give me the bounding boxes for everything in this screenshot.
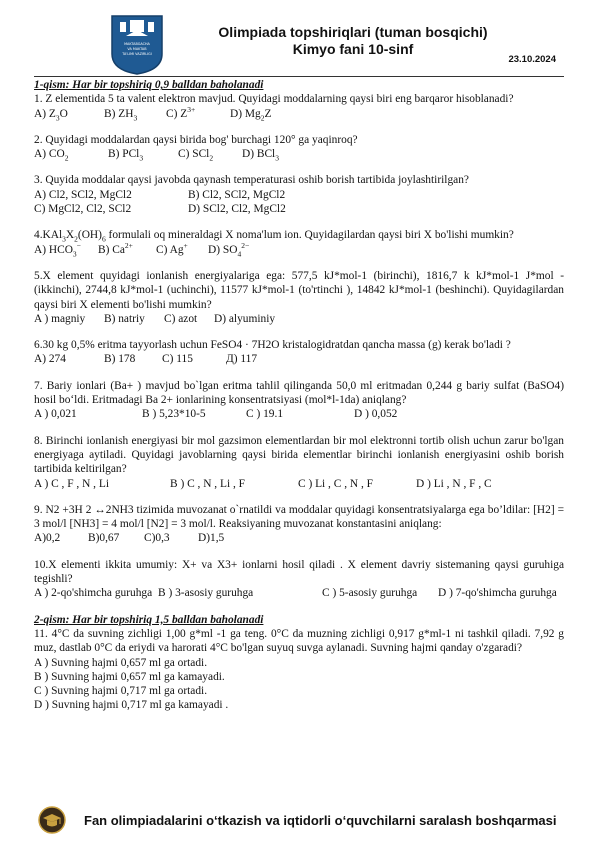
option-c[interactable]: C ) 5-asosiy guruhga: [322, 587, 418, 600]
option-c[interactable]: C ) Suvning hajmi 0,717 ml ga ortadi.: [34, 685, 208, 698]
question-text: 5.X element quyidagi ionlanish energiyalariga ega: 577,5 kJ*mol-1 (birinchi), 1816,7 k kJ*mol-1 J*mol - (ikkinchi), 2744,8 kJ*mol-1 (uchinchi), 11577 kJ*mol-1 (to'rtinchi ), 14842 kJ*mol-1 (beshinchi). Quyidagilardan qaysi biri X elementi bo'lishi mumkin?: [34, 269, 564, 311]
option-d[interactable]: D) BCl$_3$: [242, 148, 279, 163]
option-a[interactable]: A) $Z_3O$: [34, 107, 68, 122]
option-b[interactable]: B) $ZH_3$: [104, 107, 138, 122]
answer-options: [34, 586, 564, 600]
footer-text: Fan olimpiadalarini o‘tkazish va iqtidorli o‘quvchilarni saralash boshqarmasi: [84, 812, 557, 828]
page-subtitle: Kimyo fani 10-sinf: [292, 41, 414, 57]
question-text: 1. Z elementida 5 ta valent elektron mavjud. Quyidagi moddalarning qaysi biri eng barqaror hisoblanadi?: [34, 93, 514, 106]
option-d[interactable]: D)1,5: [198, 532, 225, 545]
option-d[interactable]: D ) Suvning hajmi 0,717 ml ga kamayadi .: [34, 699, 229, 712]
answer-options: [34, 104, 564, 122]
question-text: $4.KAl_3X_2(OH)_6$ formulali oq mineraldagi X noma'lum ion. Quyidagilardan qaysi biri X bo'lishi mumkin?: [34, 229, 514, 244]
answer-options: [34, 407, 564, 421]
question-text: 7. Bariy ionlari (Ba+ ) mavjud bo`lgan eritma tahlil qilinganda 50,0 ml eritmadan 0,244 g bariy sulfat (BaSO4) hosil bo‘ldi. Eritmadagi Ba 2+ ionlarining konsentratsiyasi (mol*l-1da) aniqlang?: [34, 379, 564, 407]
question-text: 6.30 kg 0,5% eritma tayyorlash uchun FeSO4 · 7H2O kristalogidratdan qancha massa (g) kerak bo'ladi ?: [34, 339, 511, 352]
option-b[interactable]: B ) 5,23*10-5: [142, 408, 206, 421]
option-b[interactable]: B ) 3-asosiy guruhga: [158, 587, 254, 600]
option-b[interactable]: B) Cl2, SCl2, MgCl2: [188, 188, 286, 201]
option-b[interactable]: B) 178: [104, 353, 136, 366]
option-b[interactable]: B) natriy: [104, 312, 145, 325]
option-b[interactable]: B ) C , N , Li , F: [170, 477, 245, 490]
option-c[interactable]: C ) 19.1: [246, 408, 284, 421]
svg-text:MAKTABGACHA: MAKTABGACHA: [124, 42, 150, 46]
question-4: [34, 228, 564, 257]
answer-options: [34, 147, 564, 161]
option-d[interactable]: D) SCl2, Cl2, MgCl2: [188, 203, 286, 216]
answer-options: [34, 312, 564, 326]
question-text: 8. Birinchi ionlanish energiyasi bir mol gazsimon elementlardan bir mol elektronni tortib olish uchun zarur bo'lgan energiyaga aytiladi. Quyidagi javoblarning qaysi birida elementlar birinchi ionlanish energiyasini oshib borish tartibida keltirilgan?: [34, 434, 564, 476]
option-c[interactable]: C) 115: [162, 353, 193, 366]
option-d[interactable]: D) alyuminiy: [214, 312, 276, 325]
option-b[interactable]: B)0,67: [88, 532, 120, 545]
header-divider: [34, 76, 564, 77]
question-9: [34, 503, 564, 546]
option-a[interactable]: A) 274: [34, 353, 66, 366]
option-d[interactable]: D) $Mg_2Z$: [230, 107, 272, 122]
question-sheet: [34, 78, 564, 713]
question-5: [34, 269, 564, 326]
exam-date: 23.10.2024: [508, 54, 556, 65]
option-b[interactable]: B) $Ca^{2+}$: [98, 240, 133, 256]
question-11: [34, 627, 564, 713]
question-text: 11. 4°C da suvning zichligi 1,00 g*ml -1 ga teng. 0°C da muzning zichligi 0,917 g*ml-1 ni tashkil qiladi. 7,92 g muz, dastlab 0°C da eriydi va harorati 4°C bo'lgan suyuq suvga aylanadi. Suvning hajmi qanday o'zgaradi?: [34, 627, 564, 655]
option-d[interactable]: Д) 117: [226, 353, 258, 366]
option-c[interactable]: C) azot: [164, 312, 198, 325]
question-3: [34, 173, 564, 216]
question-1: [34, 92, 564, 121]
question-text: 3. Quyida moddalar qaysi javobda qaynash temperaturasi oshib borish tartibida joylashtirilgan?: [34, 174, 469, 187]
answer-options: [34, 240, 564, 258]
option-a[interactable]: A ) C , F , N , Li: [34, 477, 109, 490]
question-text: 9. N2 +3H 2 ↔2NH3 tizimida muvozanat o`rnatildi va moddalar quyidagi konsentratsiyalarga ega bo’ldilar: [H2] = 3 mol/l [NH3] = 4 mol/l [N2] = 3 mol/l. Reaksiyaning muvozanat konstantasini aniqlang:: [34, 503, 564, 531]
option-d[interactable]: D) $SO_4^{2-}$: [208, 240, 250, 258]
option-d[interactable]: D ) 0,052: [354, 408, 398, 421]
option-c[interactable]: C) MgCl2, Cl2, SCl2: [34, 203, 132, 216]
question-7: [34, 379, 564, 422]
answer-options: [34, 202, 564, 216]
option-a[interactable]: A ) 2-qo'shimcha guruhga: [34, 587, 153, 600]
graduation-cap-logo: [38, 806, 66, 834]
section-1-title: 1-qism: Har bir topshiriq 0,9 balldan baholanadi: [34, 79, 264, 91]
question-text: 2. Quyidagi moddalardan qaysi birida bog' burchagi 120° ga yaqinroq?: [34, 133, 358, 146]
option-a[interactable]: A) $HCO_3^-$: [34, 240, 81, 258]
question-text: 10.X elementi ikkita umumiy: X+ va X3+ ionlarni hosil qiladi . X element davriy sistemaning qaysi guruhiga tegishli?: [34, 558, 564, 586]
option-c[interactable]: C) Ag+: [156, 240, 188, 256]
option-c[interactable]: C)0,3: [144, 532, 170, 545]
option-b[interactable]: B ) Suvning hajmi 0,657 ml ga kamayadi.: [34, 670, 225, 683]
section-2-title: 2-qism: Har bir topshiriq 1,5 balldan baholanadi: [34, 613, 264, 626]
option-c[interactable]: C) $Z^{3+}$: [166, 104, 196, 120]
option-d[interactable]: D ) 7-qo'shimcha guruhga: [438, 587, 557, 600]
footer: [38, 804, 558, 836]
option-c[interactable]: C) SCl$_2$: [178, 148, 214, 163]
option-a[interactable]: A ) Suvning hajmi 0,657 ml ga ortadi.: [34, 656, 208, 669]
option-b[interactable]: B) PCl$_3$: [108, 148, 144, 163]
question-2: [34, 133, 564, 162]
option-d[interactable]: D ) Li , N , F , C: [416, 477, 492, 490]
option-a[interactable]: A ) 0,021: [34, 408, 77, 421]
option-a[interactable]: A) Cl2, SCl2, MgCl2: [34, 188, 132, 201]
question-10: [34, 558, 564, 601]
answer-options: [34, 188, 564, 202]
question-6: [34, 338, 564, 367]
answer-options: [34, 477, 564, 491]
answer-options: [34, 352, 564, 366]
question-8: [34, 434, 564, 491]
option-c[interactable]: C ) Li , C , N , F: [298, 477, 373, 490]
option-a[interactable]: A)0,2: [34, 532, 61, 545]
page-title: Olimpiada topshiriqlari (tuman bosqichi): [218, 24, 488, 40]
option-a[interactable]: A) $CO_2$: [34, 148, 69, 163]
answer-options: [34, 531, 564, 545]
svg-text:TA'LIMI VAZIRLIGI: TA'LIMI VAZIRLIGI: [122, 52, 152, 56]
option-a[interactable]: A ) magniy: [34, 312, 86, 325]
svg-text:VA MAKTAB: VA MAKTAB: [127, 47, 147, 51]
